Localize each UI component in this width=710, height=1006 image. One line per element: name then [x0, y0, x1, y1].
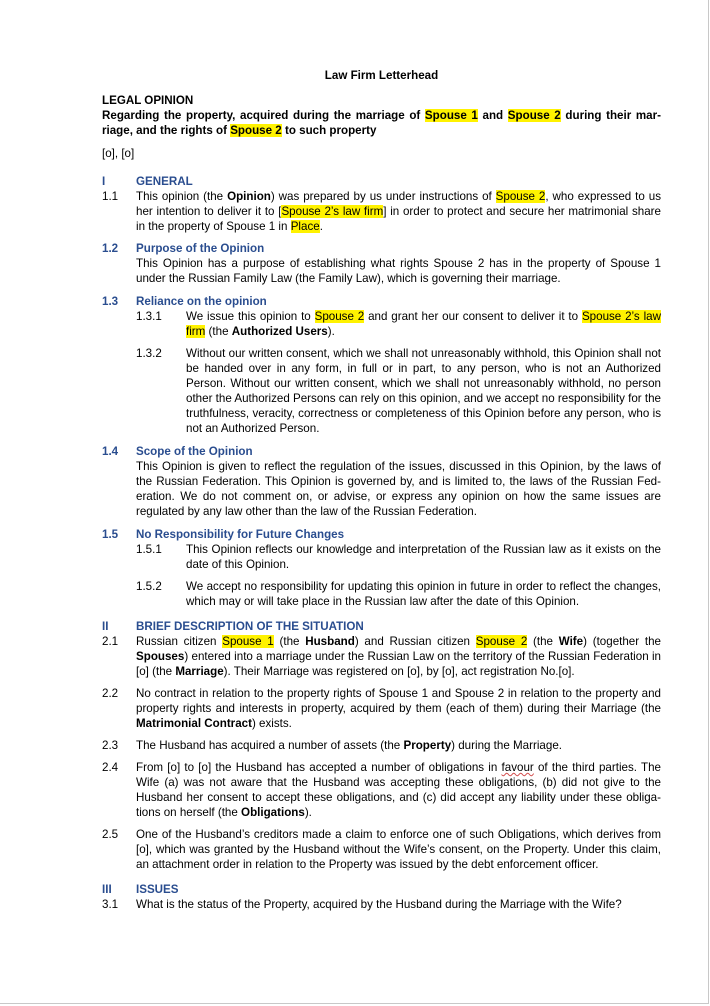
document-title: LEGAL OPINION [102, 94, 194, 107]
paragraph-text: We issue this opinion to [186, 310, 315, 323]
document-page [102, 68, 661, 912]
paragraph-text: ). Their Marriage was registered on [o], by [o], act registration No.[o]. [223, 665, 575, 678]
placeholder-highlight: Spouse 1 [424, 109, 478, 122]
paragraph-2-4 [102, 760, 661, 820]
placeholder-highlight: Spouse 2 [314, 310, 365, 323]
spellcheck-word: favour [501, 761, 534, 774]
placeholder-highlight: Spouse 2 [495, 190, 546, 203]
paragraph-text: and grant her our consent to deliver it to [364, 310, 582, 323]
paragraph-2-2 [102, 686, 661, 731]
subtitle-text: to such property [281, 124, 377, 137]
paragraph-text: We accept no responsibility for updating this opinion in future in order to reflect the changes, which may or will take place in the Russian law after the date of this Opinion. [186, 580, 661, 608]
paragraph-text: This opinion (the [136, 190, 228, 203]
paragraph-heading: Reliance on the opinion [136, 295, 267, 308]
paragraph-1-4: This Opinion is given to reflect the regulation of the issues, discussed in this Opinion, by the laws of the Russian Federation. This Opinion is governed by, and is limited to, the laws of the Russian Fed-eration. We do not comment on, or advise, or express any opinion on how the same issues are regulated by any law other than the law of the Russian Federation. [136, 460, 661, 518]
defined-term: Wife [558, 635, 584, 648]
document-date: [o], [o] [102, 147, 135, 160]
subparagraph-number: 1.3.1 [136, 310, 162, 323]
paragraph-number: 2.2 [102, 687, 119, 700]
paragraph-text: No contract in relation to the property rights of Spouse 1 and Spouse 2 in relation to the property and property rights and interests in property, acquired by them (each of them) during their Marriage (the [136, 687, 661, 715]
section-title: BRIEF DESCRIPTION OF THE SITUATION [136, 620, 364, 633]
subparagraph-1-5-2 [136, 579, 661, 609]
paragraph-1-5-heading [102, 527, 661, 542]
paragraph-text: Russian citizen [136, 635, 223, 648]
subparagraph-number: 1.5.2 [136, 580, 162, 593]
defined-term: Obligations [241, 806, 305, 819]
section-number: I [102, 175, 106, 188]
paragraph-text: (the [527, 635, 559, 648]
paragraph-text: , who expressed to us her intention to deliver it to [ [136, 190, 661, 218]
section-heading-situation [102, 619, 661, 634]
subparagraph-1-3-1 [136, 309, 661, 339]
paragraph-number: 1.2 [102, 242, 119, 255]
paragraph-1-3-body [102, 309, 661, 436]
document-subtitle [102, 108, 661, 138]
subtitle-text: and [477, 109, 508, 122]
paragraph-1-1 [102, 189, 661, 234]
paragraph-2-1 [102, 634, 661, 679]
paragraph-2-5 [102, 827, 661, 872]
paragraph-text: ) and Russian citizen [354, 635, 476, 648]
paragraph-text: ). [327, 325, 335, 338]
paragraph-2-3 [102, 738, 661, 753]
letterhead: Law Firm Letterhead [324, 69, 439, 82]
paragraph-1-4-heading [102, 444, 661, 459]
defined-term: Husband [305, 635, 355, 648]
paragraph-number: 1.4 [102, 445, 119, 458]
paragraph-heading: No Responsibility for Future Changes [136, 528, 345, 541]
paragraph-heading: Scope of the Opinion [136, 445, 253, 458]
paragraph-text: ) (together the [583, 635, 661, 648]
paragraph-text: (the [273, 635, 306, 648]
paragraph-text: Without our written consent, which we shall not unreasonably withhold, this Opinion shall not be handed over in any form, in full or in part, to any person, who is not an Authorized Person. Without our written consent, which we shall not unreasonably withhold, no person other the Authorized Persons can rely on this opinion, and we accept no responsibility for the truthfulness, veracity, correctness or completeness of this Opinion before any person, who is not an Authorized Person. [186, 347, 661, 435]
paragraph-text: This Opinion reflects our knowledge and interpretation of the Russian law as it exists on the date of this Opinion. [186, 543, 661, 571]
paragraph-number: 1.5 [102, 528, 119, 541]
section-number: III [102, 883, 112, 896]
paragraph-text: From [o] to [o] the Husband has accepted a number of obligations in [136, 761, 502, 774]
paragraph-number: 2.4 [102, 761, 119, 774]
paragraph-1-5-body [102, 542, 661, 609]
paragraph-1-2: This Opinion has a purpose of establishing what rights Spouse 2 has in the property of Spouse 1 under the Russian Family Law (the Family Law), which is governing their marriage. [136, 257, 661, 285]
paragraph-3-1 [102, 897, 661, 912]
paragraph-heading: Purpose of the Opinion [136, 242, 265, 255]
section-number: II [102, 620, 109, 633]
paragraph-number: 2.5 [102, 828, 119, 841]
placeholder-highlight: Place [290, 220, 320, 233]
subparagraph-number: 1.5.1 [136, 543, 162, 556]
subtitle-text: Regarding the property, acquired during the marriage of [102, 109, 425, 122]
section-heading-issues [102, 882, 661, 897]
paragraph-number: 1.1 [102, 190, 119, 203]
placeholder-highlight: Spouse 2 [507, 109, 561, 122]
section-title: GENERAL [136, 175, 193, 188]
paragraph-text: . [319, 220, 323, 233]
placeholder-highlight: Spouse 2’s law firm [281, 205, 384, 218]
paragraph-number: 3.1 [102, 898, 119, 911]
paragraph-number: 2.3 [102, 739, 119, 752]
paragraph-number: 2.1 [102, 635, 119, 648]
subparagraph-1-5-1 [136, 542, 661, 572]
placeholder-highlight: Spouse 2 [230, 124, 282, 137]
paragraph-text: What is the status of the Property, acquired by the Husband during the Marriage with the Wife? [136, 898, 622, 911]
subtitle-text: during their mar-riage, and the rights of [102, 109, 661, 137]
defined-term: Opinion [227, 190, 271, 203]
paragraph-1-3-heading [102, 294, 661, 309]
subparagraph-number: 1.3.2 [136, 347, 162, 360]
subparagraph-1-3-2 [136, 346, 661, 436]
paragraph-text: ). [304, 806, 312, 819]
paragraph-text: of the third parties. The Wife (a) was not aware that the Husband was accepting these obligations, (b) did not give to the Husband her consent to accept these obligations, and (c) did accept any liability under these obliga-tions on herself (the [136, 761, 661, 819]
paragraph-text: ) exists. [251, 717, 292, 730]
paragraph-text: ] in order to protect and secure her matrimonial share in the property of Spouse 1 in [136, 205, 661, 233]
defined-term: Authorized Users [231, 325, 328, 338]
paragraph-number: 1.3 [102, 295, 119, 308]
paragraph-text: The Husband has acquired a number of assets (the [136, 739, 404, 752]
paragraph-text: (the [205, 325, 232, 338]
placeholder-highlight: Spouse 2 [475, 635, 528, 648]
paragraph-text: ) was prepared by us under instructions of [270, 190, 496, 203]
placeholder-highlight: Spouse 2’s law firm [186, 310, 661, 338]
paragraph-text: One of the Husband’s creditors made a claim to enforce one of such Obligations, which derives from [o], which was granted by the Husband without the Wife’s consent, on the Property. Under this claim, an attachment order in relation to the Property was issued by the debt enforcement officer. [136, 828, 661, 871]
section-heading-general [102, 174, 661, 189]
placeholder-highlight: Spouse 1 [222, 635, 274, 648]
defined-term: Spouses [136, 650, 185, 663]
section-title: ISSUES [136, 883, 179, 896]
paragraph-1-2-heading [102, 241, 661, 256]
paragraph-text: ) entered into a marriage under the Russian Law on the territory of the Russian Federation in [o] (the [136, 650, 661, 678]
defined-term: Matrimonial Contract [136, 717, 252, 730]
paragraph-text: ) during the Marriage. [451, 739, 562, 752]
defined-term: Property [403, 739, 452, 752]
defined-term: Marriage [175, 665, 224, 678]
